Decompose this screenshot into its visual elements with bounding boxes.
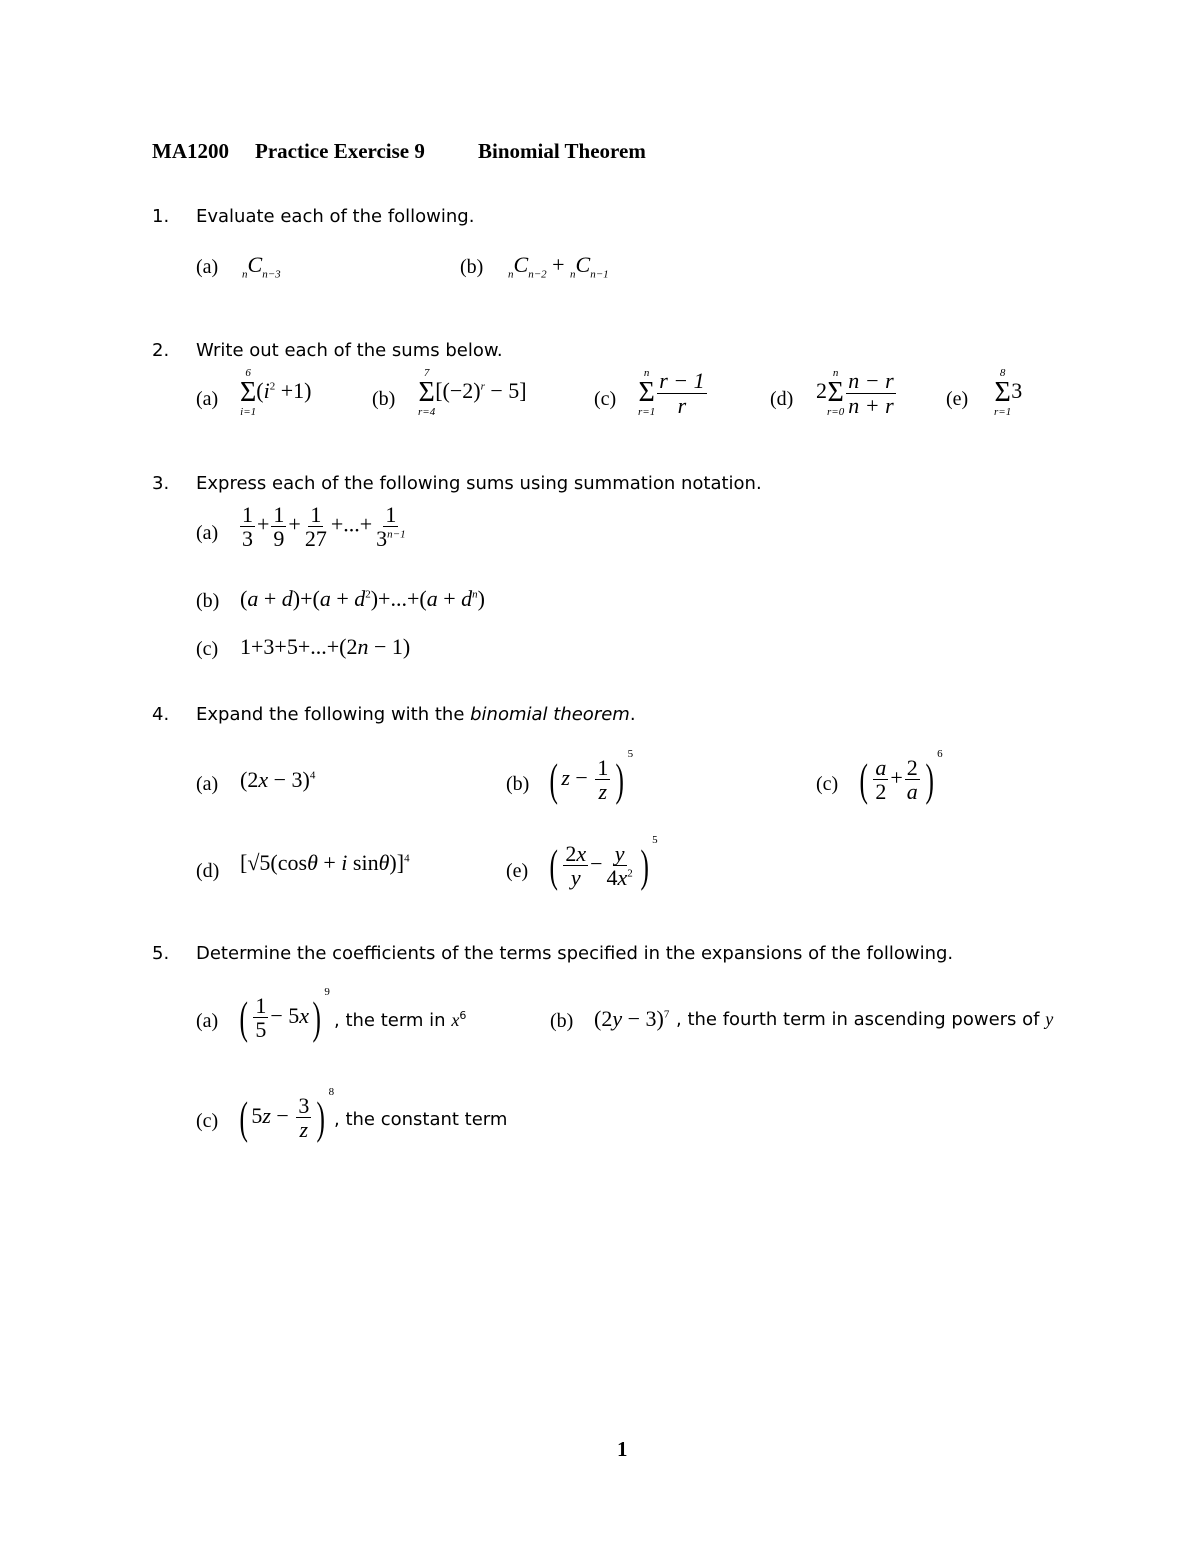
q4a-label: (a) <box>196 773 219 795</box>
q2a-expression: 6 Σ i=1 $(i^2 +1)$ <box>240 367 312 418</box>
q4-number: 4. <box>152 704 170 725</box>
q5a-label: (a) <box>196 1010 219 1032</box>
q5c-expression: ( 5z − $\frac{3}{z}$ ) $^8$ <box>239 1086 335 1143</box>
q4d-label: (d) <box>196 860 220 882</box>
q1-text: Evaluate each of the following. <box>196 206 475 227</box>
course-code: MA1200 <box>152 139 229 163</box>
q2d-label: (d) <box>770 388 794 410</box>
q1a-expression: $_nC_{n-3}$ <box>242 252 281 281</box>
q2-text: Write out each of the sums below. <box>196 340 503 361</box>
q5b-note: , the fourth term in ascending powers of y <box>676 1009 1054 1030</box>
q2e-expression: 8 Σ r=1 3 <box>994 367 1023 418</box>
q1b-label: (b) <box>460 256 484 278</box>
q2b-label: (b) <box>372 388 396 410</box>
q3c-expression: 1+3+5+...+(2n − 1) <box>240 634 411 659</box>
q2c-expression: n Σ r=1 $\frac{r - 1}{r}$ <box>638 367 705 418</box>
q1b-expression: $_nC_{n-2} + _nC_{n-1}$ <box>508 252 609 281</box>
q2d-expression: 2 n Σ r=0 $\frac{n - r}{n + r}$ <box>816 367 894 418</box>
q1-number: 1. <box>152 206 170 227</box>
q4e-label: (e) <box>506 860 529 882</box>
page-number: 1 <box>617 1437 628 1461</box>
q3a-label: (a) <box>196 522 219 544</box>
q2c-label: (c) <box>594 388 617 410</box>
topic-title: Binomial Theorem <box>478 139 646 163</box>
q4-text: Expand the following with the binomial theorem. <box>196 704 636 725</box>
q3b-expression: $(a + d)+(a + d^2)+...+(a + d^n)$ <box>240 586 485 611</box>
q3-text: Express each of the following sums using summation notation. <box>196 473 762 494</box>
q5c-note: , the constant term <box>334 1109 508 1130</box>
q5a-note: , the term in $x^6$ <box>334 1009 467 1031</box>
q4c-label: (c) <box>816 773 839 795</box>
q3a-expression: $\frac{1}{3}$ + $\frac{1}{9}$ + $\frac{1}{27}$ +...+ $\frac{1}{3^{n-1}}$ <box>242 502 406 552</box>
q2b-expression: 7 Σ r=4 $[(-2)^r - 5]$ <box>418 367 527 418</box>
q4d-expression: [√5(cosθ + i sinθ)]$^4$ <box>240 850 410 875</box>
q1a-label: (a) <box>196 256 219 278</box>
q3c-label: (c) <box>196 638 219 660</box>
q3-number: 3. <box>152 473 170 494</box>
q2e-label: (e) <box>946 388 969 410</box>
q4a-expression: $(2x - 3)^4$ <box>240 767 316 792</box>
q4c-expression: ( $\frac{a}{2}$ + $\frac{2}{a}$ ) $^6$ <box>859 748 943 805</box>
q5b-label: (b) <box>550 1010 574 1032</box>
q2a-label: (a) <box>196 388 219 410</box>
q4b-label: (b) <box>506 773 530 795</box>
q4e-expression: ( $\frac{2x}{y}$ − $\frac{y}{4x^2}$ ) $^5$ <box>549 834 658 891</box>
q5a-expression: ( $\frac{1}{5}$ − 5x) $^9$ <box>239 986 330 1043</box>
q3b-label: (b) <box>196 590 220 612</box>
q2-number: 2. <box>152 340 170 361</box>
q4b-expression: ( z − $\frac{1}{z}$ ) $^5$ <box>549 748 634 805</box>
q5b-expression: $(2y - 3)^7$ <box>594 1006 670 1031</box>
q5-text: Determine the coefficients of the terms specified in the expansions of the following. <box>196 943 954 964</box>
q5c-label: (c) <box>196 1110 219 1132</box>
q5-number: 5. <box>152 943 170 964</box>
exercise-title: Practice Exercise 9 <box>255 139 425 163</box>
